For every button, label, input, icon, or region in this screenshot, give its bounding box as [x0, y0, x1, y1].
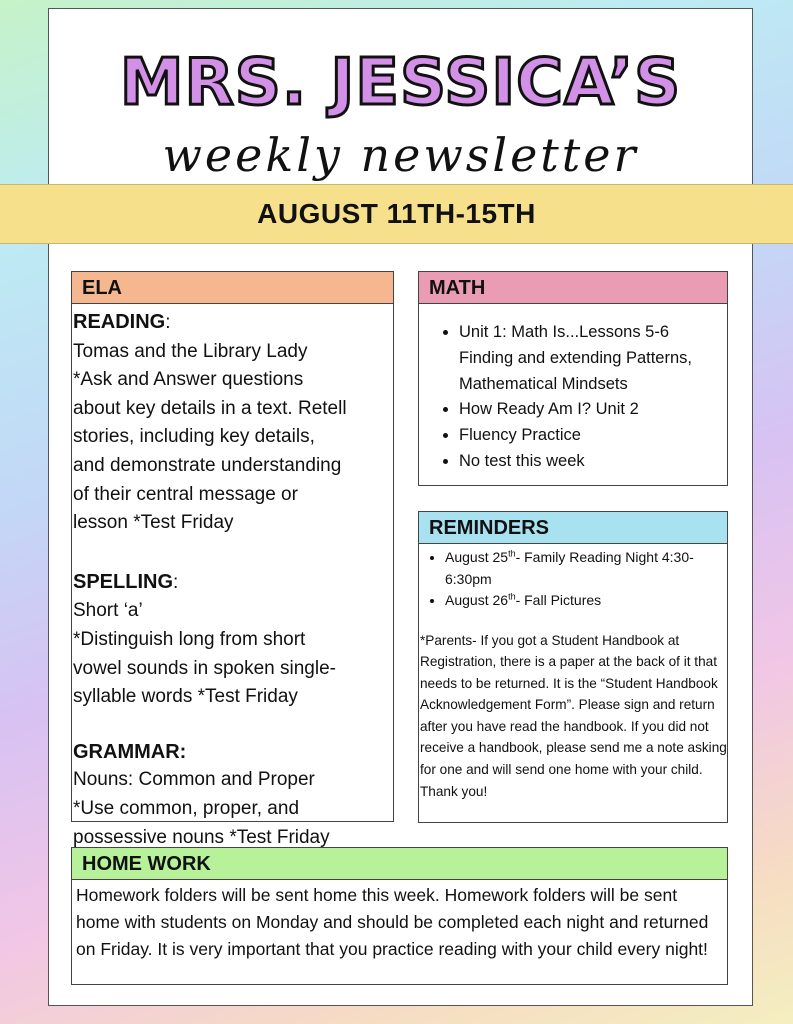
- date-range-banner: AUGUST 11TH-15TH: [0, 184, 793, 244]
- homework-text: Homework folders will be sent home this week. Homework folders will be sent home with students on Monday and should be completed each night and returned on Friday. It is very important that you practice reading with your child every night!: [76, 885, 709, 959]
- reading-title: READING: [73, 311, 166, 333]
- grammar-line: Nouns: Common and Proper: [73, 769, 315, 791]
- homework-heading: HOME WORK: [72, 848, 727, 880]
- math-section: [418, 271, 728, 486]
- list-item: • Unit 1: Math Is...Lessons 5-6 Finding and extending Patterns, Mathematical Mindsets: [459, 320, 727, 397]
- math-list: [419, 320, 727, 475]
- spelling-line: vowel sounds in spoken single-: [73, 657, 336, 679]
- ela-content: [72, 304, 393, 852]
- ela-heading: ELA: [72, 272, 393, 304]
- reminders-heading: REMINDERS: [419, 512, 727, 544]
- list-item: • No test this week: [459, 449, 727, 475]
- grammar-line: *Use common, proper, and: [73, 797, 300, 819]
- reminders-list: [419, 547, 727, 612]
- grammar-line: possessive nouns *Test Friday: [73, 826, 330, 848]
- reading-block: READING:: [73, 311, 171, 333]
- spelling-block: SPELLING:: [73, 570, 179, 593]
- reading-line: of their central message or: [73, 483, 298, 505]
- parents-note: *Parents- If you got a Student Handbook at Registration, there is a paper at the back of it that needs to be returned. It is the “Student Handbook Acknowledgement Form”. Please sign and return after you have read the handbook. If you did not receive a handbook, please send me a note asking for one and will send one home with your child. Thank you!: [420, 632, 727, 799]
- spelling-title: SPELLING: [73, 570, 174, 593]
- newsletter-title: MRS. JESSICA’S: [119, 46, 682, 120]
- homework-section: [71, 847, 728, 985]
- grammar-title: GRAMMAR:: [73, 740, 187, 763]
- spelling-line: Short ‘a’: [73, 600, 143, 622]
- spelling-line: syllable words *Test Friday: [73, 686, 298, 708]
- newsletter-subtitle: weekly newsletter: [162, 128, 639, 182]
- list-item: • August 25th- Family Reading Night 4:30-6:30pm: [445, 547, 727, 590]
- list-item: • August 26th- Fall Pictures: [445, 590, 727, 612]
- reading-line: and demonstrate understanding: [73, 454, 342, 476]
- reading-line: Tomas and the Library Lady: [73, 340, 308, 362]
- reminders-section: [418, 511, 728, 823]
- list-item: • How Ready Am I? Unit 2: [459, 397, 727, 423]
- math-heading: MATH: [419, 272, 727, 304]
- reading-line: about key details in a text. Retell: [73, 397, 347, 419]
- ela-section: [71, 271, 394, 848]
- spelling-line: *Distinguish long from short: [73, 628, 306, 650]
- reading-line: lesson *Test Friday: [73, 512, 234, 534]
- reading-line: *Ask and Answer questions: [73, 369, 304, 391]
- reading-line: stories, including key details,: [73, 426, 315, 448]
- list-item: • Fluency Practice: [459, 423, 727, 449]
